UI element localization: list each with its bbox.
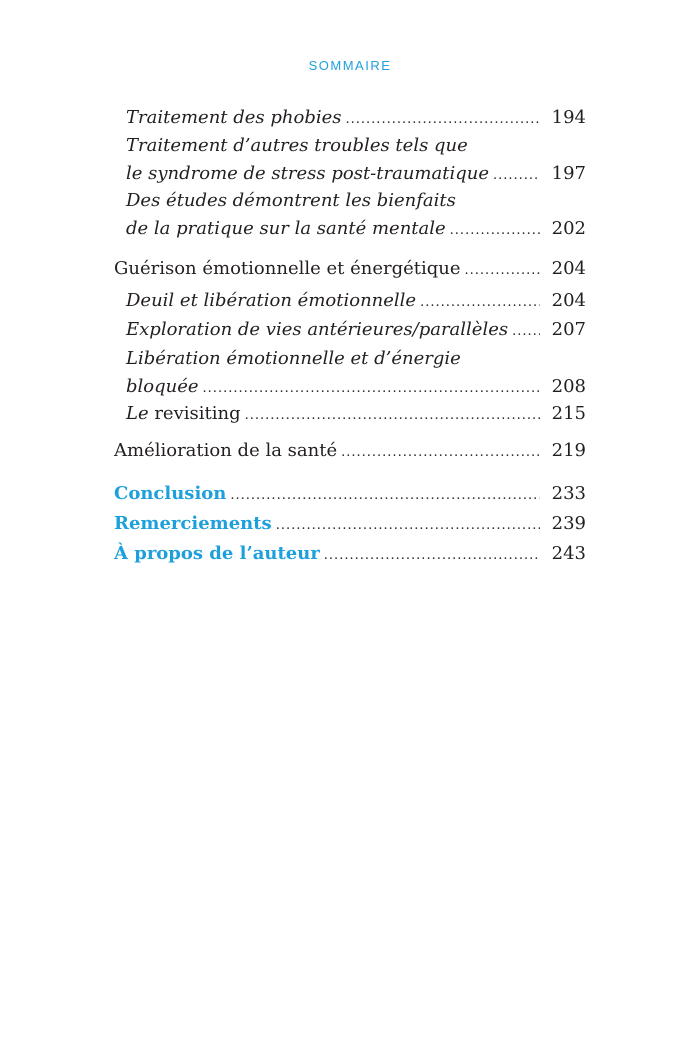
toc-entry-title: Des études démontrent les bienfaits — [126, 190, 456, 211]
toc-entry-title-cont: bloquée — [126, 376, 199, 397]
toc-section[interactable] — [114, 437, 586, 467]
toc-entry[interactable] — [126, 345, 586, 403]
toc-entry-title: Traitement des phobies — [126, 107, 342, 128]
leader-dots — [341, 437, 540, 467]
leader-dots — [493, 160, 540, 190]
toc-chapter-title: À propos de l’auteur — [114, 543, 320, 564]
toc-page-number: 197 — [551, 163, 586, 184]
toc-entry-title-italic: Le — [126, 403, 149, 424]
leader-dots — [512, 316, 540, 346]
toc-page-number: 202 — [551, 218, 586, 239]
toc-section[interactable] — [114, 255, 586, 285]
toc-page-number: 207 — [551, 319, 586, 340]
toc-page-number: 243 — [551, 543, 586, 564]
page-header: SOMMAIRE — [308, 58, 392, 73]
toc-entry-title: Traitement d’autres troubles tels que — [126, 135, 468, 156]
toc-section-title: Amélioration de la santé — [114, 440, 338, 461]
toc-chapter-remerciements[interactable] — [114, 510, 586, 540]
toc-chapter-title: Conclusion — [114, 483, 227, 504]
toc-page-number: 208 — [551, 376, 586, 397]
toc-entry-title: Exploration de vies antérieures/parallèles — [126, 319, 509, 340]
toc-chapter-title: Remerciements — [114, 513, 272, 534]
toc-page-number: 233 — [551, 483, 586, 504]
toc-page-number: 239 — [551, 513, 586, 534]
leader-dots — [346, 104, 540, 134]
toc-entry-title-cont: de la pratique sur la santé mentale — [126, 218, 446, 239]
toc-section-title: Guérison émotionnelle et énergétique — [114, 258, 461, 279]
toc-page-number: 194 — [551, 107, 586, 128]
leader-dots — [230, 480, 540, 510]
toc-page-number: 215 — [551, 403, 586, 424]
leader-dots — [245, 400, 540, 430]
toc-entry-title-roman: revisiting — [148, 403, 241, 424]
toc-page-number: 219 — [551, 440, 586, 461]
toc-entry[interactable] — [126, 316, 586, 346]
leader-dots — [465, 255, 540, 285]
toc-page-number: 204 — [551, 290, 586, 311]
toc-entry[interactable] — [126, 132, 586, 190]
toc-entry[interactable] — [126, 287, 586, 317]
toc-entry-title: Deuil et libération émotionnelle — [126, 290, 417, 311]
leader-dots — [203, 373, 540, 403]
leader-dots — [276, 510, 540, 540]
toc-entry[interactable] — [126, 104, 586, 134]
leader-dots — [324, 540, 540, 570]
toc-page-number: 204 — [551, 258, 586, 279]
leader-dots — [450, 215, 540, 245]
leader-dots — [420, 287, 540, 317]
toc-entry[interactable] — [126, 187, 586, 245]
toc-entry-title: Libération émotionnelle et d’énergie — [126, 348, 461, 369]
toc-chapter-conclusion[interactable] — [114, 480, 586, 510]
toc-chapter-a-propos[interactable] — [114, 540, 586, 570]
toc-entry[interactable] — [126, 400, 586, 430]
toc-entry-title-cont: le syndrome de stress post-traumatique — [126, 163, 489, 184]
